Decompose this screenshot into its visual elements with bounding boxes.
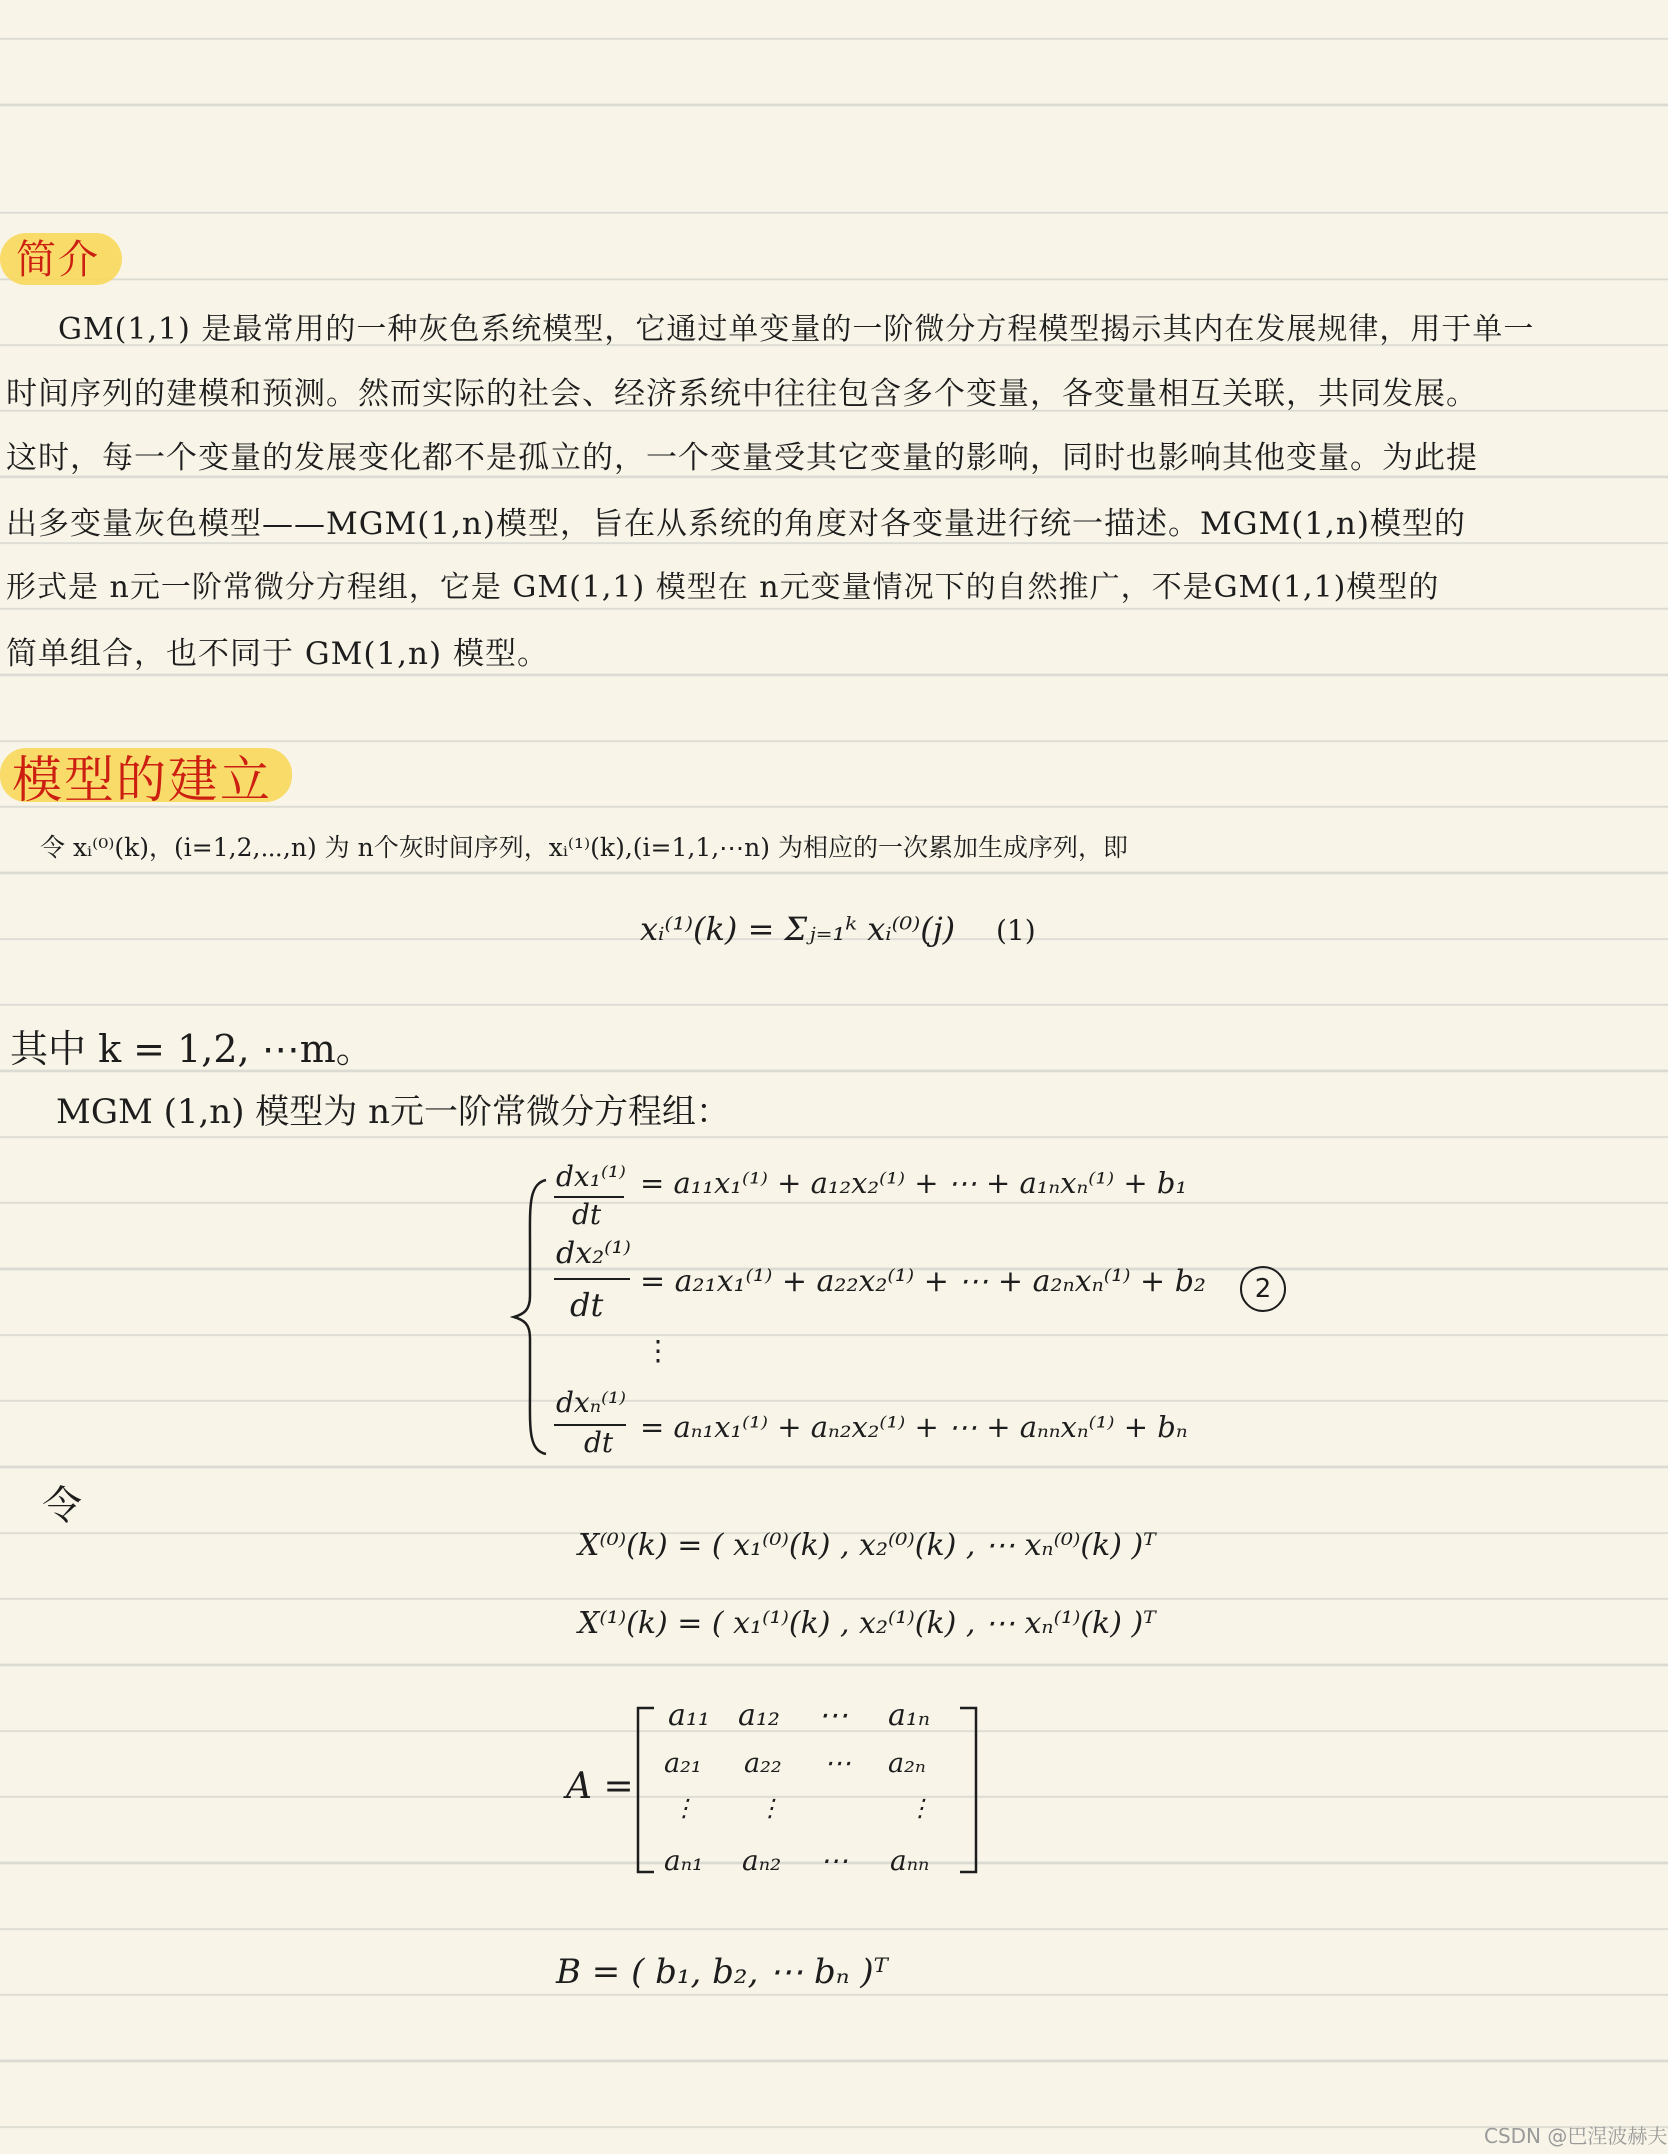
matrix-a-left-bracket [632,1704,656,1876]
system-brace [510,1178,550,1456]
system-row-2-num: dx₂⁽¹⁾ [556,1236,631,1271]
let-line: 令 xᵢ⁽⁰⁾(k)，(i=1,2,⋯,n) 为 n个灰时间序列，xᵢ⁽¹⁾(k),(i=1,1,⋯n) 为相应的一次累加生成序列，即 [40,833,1128,862]
system-row-1-rhs: = a₁₁x₁⁽¹⁾ + a₁₂x₂⁽¹⁾ + ⋯ + a₁ₙxₙ⁽¹⁾ + b₁ [640,1166,1188,1200]
system-row-1-num: dx₁⁽¹⁾ [556,1160,626,1193]
matrix-a-cell: ⋮ [908,1794,932,1822]
matrix-a-cell: a₁ₙ [888,1698,931,1733]
matrix-a-cell: a₁₂ [738,1698,780,1733]
x0-vector: X⁽⁰⁾(k) = ( x₁⁽⁰⁾(k) , x₂⁽⁰⁾(k) , ⋯ xₙ⁽⁰⁾(k) )ᵀ [578,1528,1156,1563]
system-row-1-den: dt [572,1198,602,1231]
system-row-3-rhs: = aₙ₁x₁⁽¹⁾ + aₙ₂x₂⁽¹⁾ + ⋯ + aₙₙxₙ⁽¹⁾ + bₙ [640,1410,1188,1444]
system-row-2-rhs: = a₂₁x₁⁽¹⁾ + a₂₂x₂⁽¹⁾ + ⋯ + a₂ₙxₙ⁽¹⁾ + b₂ [640,1264,1206,1299]
matrix-a-cell: ⋯ [824,1748,851,1779]
intro-line-2: 时间序列的建模和预测。然而实际的社会、经济系统中往往包含多个变量，各变量相互关联，共同发展。 [6,376,1478,412]
matrix-a-cell: aₙₙ [890,1844,930,1877]
where-line: 其中 k = 1,2, ⋯m。 [10,1027,374,1071]
intro-line-1: GM(1,1) 是最常用的一种灰色系统模型，它通过单变量的一阶微分方程模型揭示其内在发展规律，用于单一 [58,312,1535,347]
ling-label: 令 [42,1483,82,1529]
intro-line-5: 形式是 n元一阶常微分方程组，它是 GM(1,1) 模型在 n元变量情况下的自然推广，不是GM(1,1)模型的 [6,570,1440,605]
matrix-a-cell: ⋮ [758,1794,782,1822]
matrix-a-cell: ⋮ [672,1794,696,1822]
b-vector: B = ( b₁, b₂, ⋯ bₙ )ᵀ [556,1952,888,1992]
system-row-3-den: dt [584,1426,614,1459]
mgm-line: MGM (1,n) 模型为 n元一阶常微分方程组： [56,1092,730,1132]
intro-line-4: 出多变量灰色模型——MGM(1,n)模型，旨在从系统的角度对各变量进行统一描述。MGM(1,n)模型的 [6,506,1466,542]
matrix-a-cell: ⋯ [820,1844,848,1877]
system-vdots: ⋮ [644,1334,672,1367]
x1-vector: X⁽¹⁾(k) = ( x₁⁽¹⁾(k) , x₂⁽¹⁾(k) , ⋯ xₙ⁽¹⁾(k) )ᵀ [578,1606,1156,1641]
matrix-a-cell: aₙ₂ [742,1844,782,1877]
equation-1: xᵢ⁽¹⁾(k) = Σⱼ₌₁ᵏ xᵢ⁽⁰⁾(j) [640,910,956,948]
equation-1-tag: (1) [996,914,1036,947]
watermark: CSDN @巴涅波赫夫 [1484,2124,1668,2148]
matrix-a-cell: a₁₁ [668,1698,710,1733]
matrix-a-cell: a₂ₙ [888,1748,926,1779]
matrix-a-cell: aₙ₁ [664,1844,704,1877]
system-row-2-fraction-bar [554,1278,630,1280]
matrix-a-right-bracket [958,1704,982,1876]
intro-heading: 简介 [16,237,100,283]
matrix-a-label: A = [566,1766,634,1807]
system-row-3-num: dxₙ⁽¹⁾ [556,1386,627,1419]
intro-line-6: 简单组合，也不同于 GM(1,n) 模型。 [6,636,549,672]
model-heading: 模型的建立 [12,751,272,809]
intro-line-3: 这时，每一个变量的发展变化都不是孤立的，一个变量受其它变量的影响，同时也影响其他变量。为此提 [6,440,1478,476]
matrix-a-cell: ⋯ [818,1698,848,1733]
equation-2-tag: 2 [1240,1266,1286,1312]
matrix-a-cell: a₂₁ [664,1748,702,1779]
system-row-2-den: dt [570,1286,604,1324]
matrix-a-cell: a₂₂ [744,1748,782,1779]
